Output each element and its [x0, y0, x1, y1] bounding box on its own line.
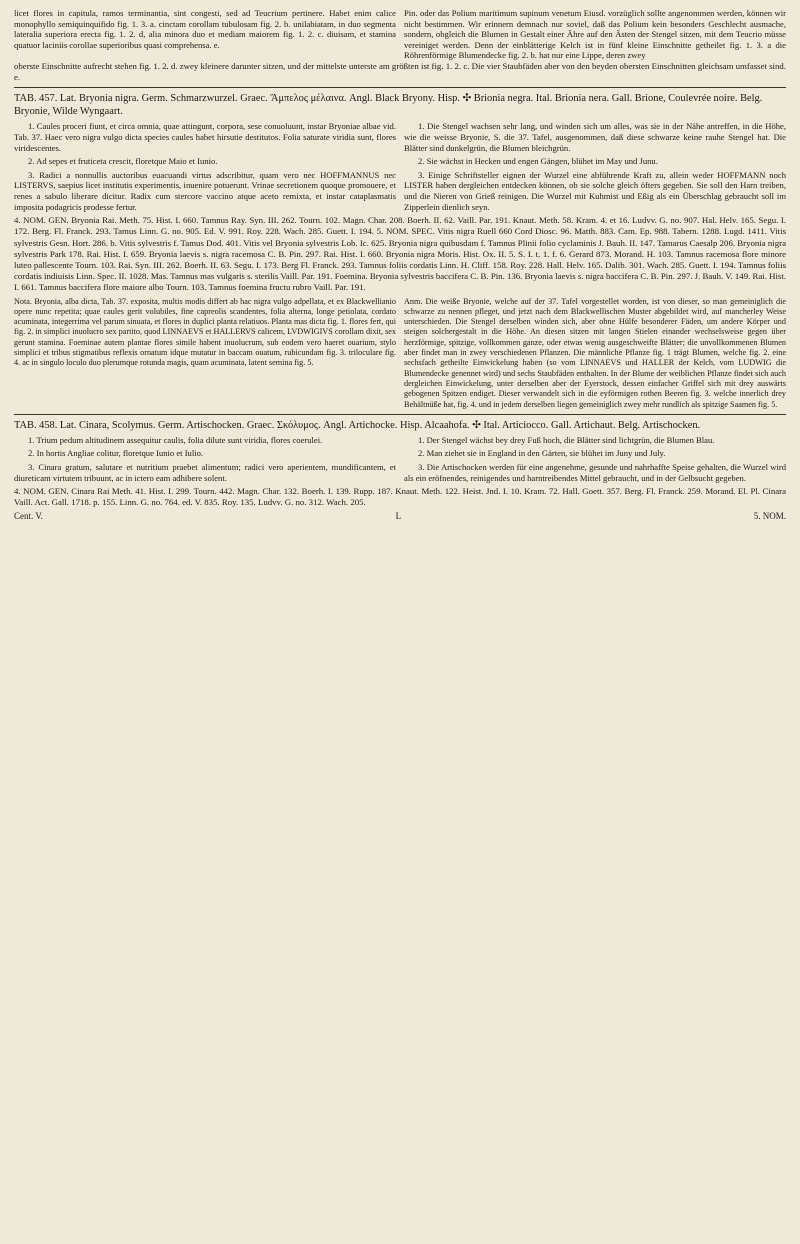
signature-mark: L: [395, 510, 402, 521]
german-continuation: Pin. oder das Polium maritimum supinum venetum Eiusd. vorzüglich sollte angenommen werden, können wir nicht bestimmen. Wir erinnern demnach nur soviel, daß das Polium kein besonders Geschlecht ausmache, sondern, obgleich die Blumen in Gestalt einer Ähre auf den Ästen der Stengel sitzen, mit dem Teucrio müsse vereiniget werden. Denn der einblätterige Kelch ist in fünf kleine Einschnitte getheilet fig. 1. 3. a die Röhrenförmige Blumendecke fig. 2. b. hat nur eine Lippe, deren zwey: [404, 8, 786, 61]
continuation-block: [14, 8, 786, 61]
latin-continuation: licet flores in capitula, ramos terminantia, sint congesti, sed ad Teucrium pertinere. Habet enim calice monophyllo semiquinquifido fig. 1. 3. a. cinctam corollam tubulosam fig. 2. b. unilabiatam, in duo segmenta lateralia superiora erecta fig. 1. 2. d, alia minora duo et mediam maiorem fig. 1. 2. c. diuisam, et stamina quatuor laciniis corollae superioribus quasi comprehensa. e.: [14, 8, 396, 50]
german-continuation-full: oberste Einschnitte aufrecht stehen fig. 1. 2. d. zwey kleinere darunter sitzen, und der mittelste unterste am größten ist fig. 1. 2. c. Die vier Staubfäden aber von den beyden obersten Einschnitten gleichsam umfasset sind. e.: [14, 60, 786, 83]
tab-457-latin-1: 1. Caules proceri fiunt, et circa omnia, quae attingunt, corpora, sese conuoluunt, instar Bryoniae albae vid. Tab. 37. Haec vero nigra vulgo dicta species caules habet hirsutie destitutos. Folia saturate viridia sunt, flores viridescentes.: [14, 121, 396, 153]
tab-457-heading: TAB. 457. Lat. Bryonia nigra. Germ. Schmarzwurzel. Graec. Ἄμπελος μέλαινα. Angl. Black Bryony. Hisp. ✣ Brionia negra. Ital. Brionia nera. Gall. Brione, Coulevrée noire. Belg. Bryonie, Wilde Wyngaart.: [14, 93, 763, 118]
tab-457-german-2: 2. Sie wächst in Hecken und engen Gängen, blühet im May und Junu.: [418, 156, 658, 167]
tab-457-german-3: 3. Einige Schriftsteller eignen der Wurzel eine abführende Kraft zu, allein weder HOFFMANN noch LISTER haben dergleichen entdecken können, ob sie solche gleich öfters gegeben. Sie soll den Harn treiben, und die Nieren von Grieß reinigen. Die Wurzel mit Kuhmist und Eßig als ein Überschlag gebraucht soll im Zipperlein dienlich seyn.: [404, 169, 786, 212]
tab-458-german: [404, 435, 786, 486]
divider: [14, 414, 786, 415]
tab-458-latin: [14, 435, 396, 486]
tab-458-columns: [14, 435, 786, 486]
tab-457-nomenclature: 4. NOM. GEN. Bryonia Rai. Meth. 75. Hist. I. 660. Tamnus Ray. Syn. III. 262. Tourn. 102. Magn. Char. 208. Boerh. II. 62. Vaill. Par. 191. Knaut. Meth. 58. Kram. 4. et 16. Ludvv. G. no. 907. Hal. Helv. 165. Segu. I. 172. Berg. Fl. Franck. 293. Tamus Linn. G. no. 905. Ed. V. 991. Roy. 228. Wach. 285. Guett. I. 194. 5. NOM. SPEC. Vitis nigra Ruell 660 Cord Diosc. 96. Matth. 883. Cam. Ep. 988. Tabern. 1288. Lugd. 1411. Vitis sylvestris Gesn. Hort. 286. b. Vitis sylvestris f. Tamus Dod. 401. Vitis vel Bryonia sylvestris Lob. Ic. 625. Bryonia nigra quibusdam f. Tamnus Plinii folio cyclaminis J. Bauh. II. 147. Tamarus Caesalp 206. Bryonia nigra sylvestris Park 178. Rai. Hist. I. 659. Bryonia laevis s. nigra racemosa C. B. Pin. 297. Rai. Hist. I. 660. Bryonia nigra Moris. Hist. Ox. II. 5. S. I. t. 1. f. 6. Gerard 873. Morand. H. 103. Tamnus racemosa flore minore luteo pallescente Tourn. 103. Rai. Syn. III. 262. Boerh. II. 63. Segu. I. 173. Berg Fl. Franck. 293. Tamnus foliis cordatis Linn. H. Cliff. 158. Roy. 228. Hall. Helv. 165. Dalib. 301. Wach. 285. Guett. I. 194. Tamnus foliis cordatis indiuisis Linn. Spec. II. 1028. Mas. Tamnus mas vulgaris s. sterilis Vaill. Par. 191. Foemina. Bryonia sylvestris baccifera C. B. Pin. 136. Bryonia laevis s. nigra baccifera C. B. Pin. 297. J. Bauh. V. 149. Rai. Hist. I. 661. Tamnus baccifera flore maiore albo Tourn. 103. Tamnus foemina fructu rubro Vaill. Par. 191.: [14, 215, 786, 293]
tab-458-german-2: 2. Man ziehet sie in England in den Gärten, sie blühet im Juny und July.: [418, 448, 666, 459]
tab-458-latin-2: 2. In hortis Angliae colitur, floretque Iunio et Iulio.: [28, 448, 204, 459]
tab-458-german-3: 3. Die Artischocken werden für eine angenehme, gesunde und nahrhaffte Speise gehalten, die Wurzel wird als ein eröfnendes, reinigendes und harntreibendes Mittel gebraucht, und in der Gelbsucht gegeben.: [404, 462, 786, 483]
tab-457-german-1: 1. Die Stengel wachsen sehr lang, und winden sich um alles, was sie in der Nähe antreffen, in die Höhe, wie die weisse Bryonie, S. die 37. Tafel, ausgenommen, daß diese schwarze keine rauhe Stengel hat. Die Blätter sind dunkelgrün, die Blumen bleichgrün.: [404, 121, 786, 153]
tab-457-latin: [14, 121, 396, 215]
tab-458-latin-3: 3. Cinara gratum, salutare et nutritium praebet alimentum; radici vero aperientem, mundificantem, et diureticam virtutem tribuunt, ac in ictero eam adhibere solent.: [14, 462, 396, 483]
tab-457-columns: [14, 121, 786, 215]
catchword: 5. NOM.: [753, 510, 786, 521]
tab-458-german-1: 1. Der Stengel wächst bey drey Fuß hoch, die Blätter sind lichtgrün, die Blumen Blau.: [418, 434, 715, 445]
tab-458-heading: TAB. 458. Lat. Cinara, Scolymus. Germ. Artischocken. Graec. Σκόλυμος. Angl. Artichocke. Hisp. Alcaahofa. ✣ Ital. Articiocco. Gall. Artichaut. Belg. Artischocken.: [14, 419, 701, 431]
tab-457-notes: [14, 297, 786, 410]
divider: [14, 87, 786, 88]
tab-458-latin-1: 1. Trium pedum altitudinem assequitur caulis, folia dilute sunt viridia, flores coerulei.: [28, 434, 323, 445]
page-footer: [14, 511, 786, 521]
signature-left: Cent. V.: [14, 510, 43, 521]
tab-457-note-german: Anm. Die weiße Bryonie, welche auf der 37. Tafel vorgestellet worden, ist von dieser, so man gemeiniglich die schwarze zu nennen pfleget, und jetzt nach dem Blackwellischen Muster abgebildet wird, auf mancherley Weise unterschieden. Die Stengel derselben winden sich, aber ohne Hülfe besonderer Fäden, um andere Körper und steigen solchergestalt in die Höhe. An diesen sitzen mit langen Stielen einander wechselsweise gegen über herzförmige, spitzige, vollkommen ganze, oder etwas wenig ausgeschweifte Blätter; die unvollkommenen Blumen aber findet man in zwey verschiedenen Pflanzen. Die männliche Pflanze fig. 1 trägt Blumen, welche fig. 2. eine sechsfach getheilte Einwickelung haben (so vom LINNAEVS und HALLER der Kelch, vom LUDWIG die Blumendecke genennet wird) und sechs Staubfäden enthalten. In der Blume der weiblichen Pflanze findet sich auch dergleichen Einwickelung, unter derselben aber der Eyerstock, dessen einfacher Griffel sich mit drey auswärts gebogenen Spitzen endiget. Dieser verwandelt sich in die eyförmigen rothen Beeren fig. 3. welche innerlich drey Behältnüße hat, fig. 4. und in jedem derselben liegen gemeiniglich zwey mehr rundlich als spitzige Saamen fig. 5.: [404, 296, 786, 409]
tab-457-latin-2: 2. Ad sepes et fruticeta crescit, floretque Maio et Iunio.: [28, 156, 218, 167]
tab-457-german: [404, 121, 786, 215]
tab-457-latin-3: 3. Radici a nonnullis auctoribus euacuandi virtus adscribitur, quam vero nec HOFFMANNUS nec LISTERVS, saepius licet institutis experimentis, inuenire potuerunt. Vrinae secretionem quoque promouere, et renes a sabulo liberare dicitur. Radix cum stercore vaccino atque aceto remixta, et instar cataplasmatis imposita podagricis prodesse fertur.: [14, 169, 396, 212]
tab-458-nomenclature: 4. NOM. GEN. Cinara Rai Meth. 41. Hist. I. 299. Tourn. 442. Magn. Char. 132. Boerh. I. 139. Rupp. 187. Knaut. Meth. 122. Heist. Jnd. I. 10. Kram. 72. Hall. Goett. 357. Berg. Fl. Franck. 259. Morand. El. Pl. Cinara Vaill. Act. Gall. 1718. p. 155. Linn. G. no. 764. ed. V. 835. Roy. 135. Ludvv. G. no. 312. Wach. 205.: [14, 486, 786, 508]
tab-457-note-latin: Nota. Bryonia, alba dicta, Tab. 37. exposita, multis modis differt ab hac nigra vulgo adpellata, et ex Blackwellianio opere nunc repetita; quae caules gerit volubiles, fine capreolis scandentes, folia alterna, longe petiolata, cordato acuminata, integerrima vel parum sinuata, et flores in duplici planta relatiuos. Planta mas dicta fig. 1. flores fert, qui fig. 2. in simplici inuolucro sex partito, quod LINNAEVS et HALLERVS calicem, LVDWIGIVS corollam dixit, sex gerunt stamina. Foeminae autem plantae flores simile habent inuolucrum, sub eodem vero haeret ouarium, stylo simplici et tribus stigmatibus reflexis ornatum idque mutatur in baccam ouatum, rubicundam fig. 3. triloculare fig. 4. ac in singulo loculo duo plerumque rotunda magis, quam acuminata, latent semina fig. 5.: [14, 296, 396, 368]
